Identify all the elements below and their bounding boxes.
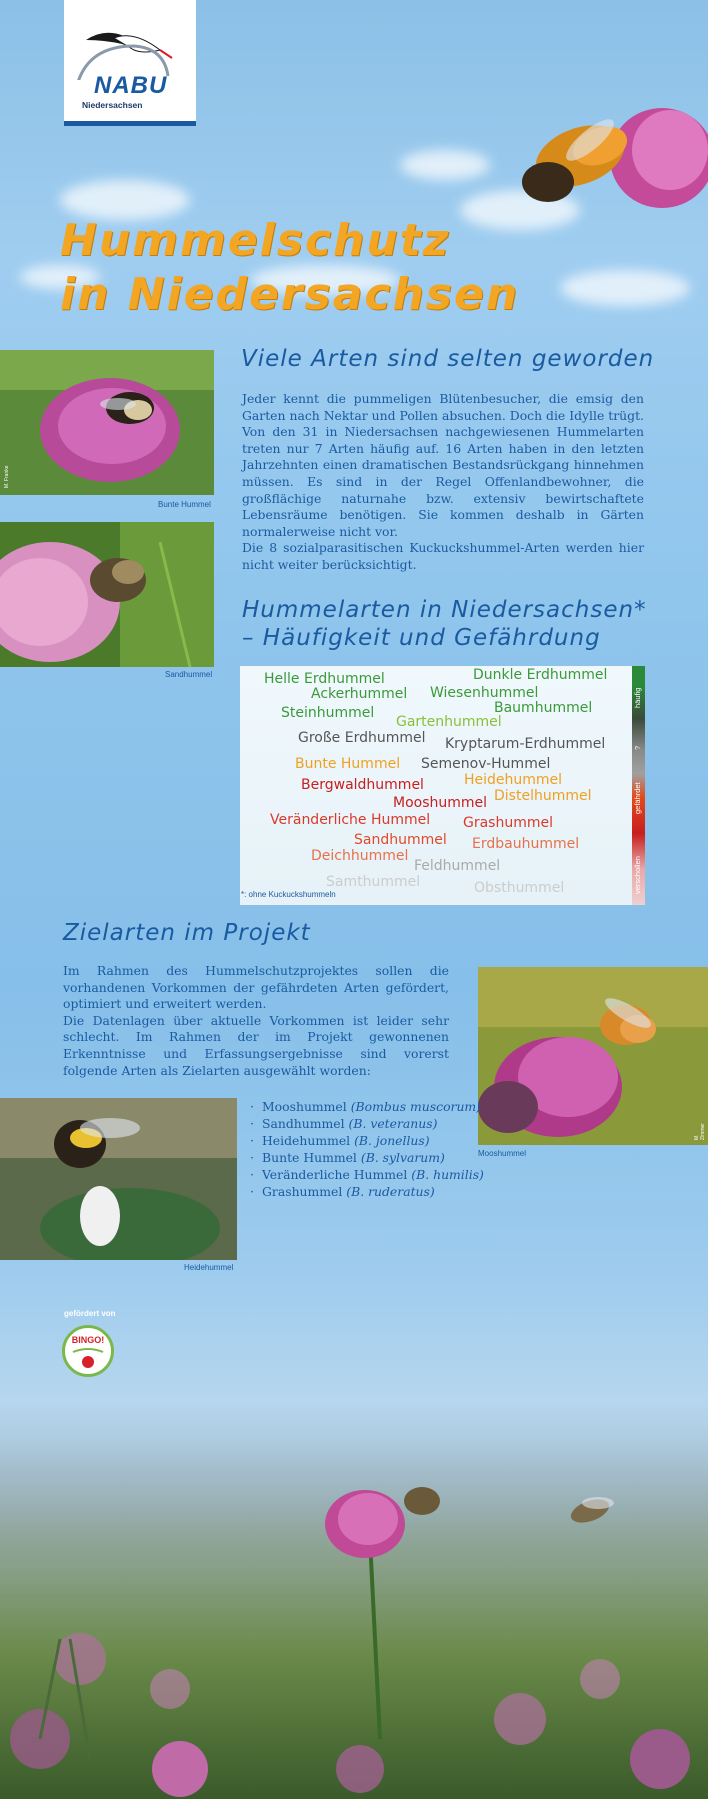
sandhummel-photo [0, 522, 214, 667]
scale-label: verschollen [633, 856, 642, 894]
species-word: Bergwaldhummel [301, 777, 424, 793]
species-name: Heidehummel [262, 1133, 351, 1148]
species-word: Kryptarum-Erdhummel [445, 736, 606, 752]
section-heading-rare-species: Viele Arten sind selten geworden [241, 346, 655, 372]
scale-label: gefährdet [633, 782, 642, 814]
bullet: · [250, 1184, 254, 1199]
target-paragraph-1: Im Rahmen des Hummelschutzprojektes sollen die vorhandenen Vorkommen der gefährdeten Arten gefördert, optimiert und erweitert werden. [63, 963, 449, 1012]
section-heading-target-species: Zielarten im Projekt [63, 920, 311, 946]
logo-bar [64, 121, 196, 126]
bullet: · [250, 1150, 254, 1165]
list-item [250, 1115, 484, 1132]
bullet: · [250, 1099, 254, 1114]
species-word: Bunte Hummel [295, 756, 401, 772]
photo-credit: M. Zimmer [694, 1123, 706, 1140]
species-word: Baumhummel [494, 700, 593, 716]
species-word: Steinhummel [281, 705, 375, 721]
cloud [400, 150, 490, 180]
bullet: · [250, 1167, 254, 1182]
species-word: Sandhummel [354, 832, 447, 848]
chart-footnote: *: ohne Kuckuckshummeln [241, 890, 336, 899]
bullet: · [250, 1116, 254, 1131]
scale-label: ? [633, 745, 642, 750]
species-name: Mooshummel [262, 1099, 347, 1114]
species-name: Bunte Hummel [262, 1150, 357, 1165]
species-word: Obsthummel [474, 880, 565, 896]
list-item [250, 1098, 484, 1115]
sponsor-name: BINGO! [71, 1335, 105, 1345]
stork-icon [64, 0, 196, 80]
section-heading-species-frequency [242, 596, 682, 652]
photo-caption: Heidehummel [184, 1263, 234, 1272]
logo-region: Niedersachsen [82, 100, 143, 110]
species-scientific-name: (B. veteranus) [348, 1116, 438, 1131]
species-scientific-name: (B. jonellus) [354, 1133, 430, 1148]
species-scientific-name: (B. humilis) [411, 1167, 484, 1182]
species-word: Große Erdhummel [298, 730, 426, 746]
target-intro-text [63, 963, 449, 1079]
logo-wordmark: NABU [94, 72, 168, 99]
species-name: Veränderliche Hummel [262, 1167, 408, 1182]
species-scientific-name: (B. sylvarum) [360, 1150, 445, 1165]
bumblebee-clover-photo [520, 100, 708, 230]
bunte-hummel-photo [0, 350, 214, 495]
species-word: Distelhummel [494, 788, 592, 804]
species-word: Heidehummel [464, 772, 563, 788]
species-name: Grashummel [262, 1184, 343, 1199]
intro-paragraph-1: Jeder kennt die pummeligen Blütenbesucher, die emsig den Garten nach Nektar und Pollen absuchen. Doch die Idylle trügt. Von den 31 in Niedersachsen nachgewiesenen Hummelarten treten nur 7 Arten häufig auf. 16 Arten haben in den letzten Jahrzehnten einen dramatischen Bestandsrückgang hinnehmen müssen. Es sind in der Regel Offenlandbewohner, die großflächige naturnahe bzw. extensiv bewirtschaftete Lebensräume benötigen. Sie kommen deshalb in Gärten normalerweise nicht vor. [242, 391, 644, 539]
list-item [250, 1132, 484, 1149]
bingo-logo[interactable] [62, 1325, 114, 1377]
species-word: Feldhummel [414, 858, 501, 874]
species-word: Veränderliche Hummel [270, 812, 431, 828]
meadow-clover-photo [0, 1439, 708, 1799]
species-word: Erdbauhummel [472, 836, 580, 852]
species-word: Deichhummel [311, 848, 409, 864]
nabu-logo[interactable] [64, 0, 196, 126]
heidehummel-photo [0, 1098, 237, 1260]
species-word: Gartenhummel [396, 714, 502, 730]
species-scientific-name: (Bombus muscorum) [350, 1099, 482, 1114]
scale-label: häufig [633, 687, 642, 708]
species-word: Grashummel [463, 815, 554, 831]
species-scientific-name: (B. ruderatus) [346, 1184, 435, 1199]
species-word: Samthummel [326, 874, 421, 890]
species-word: Mooshummel [393, 795, 488, 811]
photo-credit: M. Franke [4, 465, 10, 488]
funded-by-label: gefördert von [64, 1309, 116, 1318]
heading-line-1: Hummelarten in Niedersachsen* [242, 597, 647, 623]
species-word: Ackerhummel [311, 686, 408, 702]
target-species-list [250, 1098, 484, 1200]
list-item [250, 1149, 484, 1166]
title-line-2: in Niedersachsen [60, 269, 520, 320]
threat-scale-bar [632, 666, 645, 905]
list-item [250, 1183, 484, 1200]
bullet: · [250, 1133, 254, 1148]
species-word: Helle Erdhummel [264, 671, 385, 687]
species-name: Sandhummel [262, 1116, 345, 1131]
page-title [60, 214, 660, 322]
intro-text [242, 391, 644, 574]
photo-caption: Sandhummel [165, 670, 213, 679]
photo-caption: Bunte Hummel [158, 500, 211, 509]
species-frequency-chart [240, 666, 645, 905]
list-item [250, 1166, 484, 1183]
bingo-emblem-icon [65, 1328, 111, 1374]
target-paragraph-2: Die Datenlagen über aktuelle Vorkommen ist leider sehr schlecht. Im Rahmen der im Projekt gewonnenen Erkenntnisse und Erfassungsergebnisse sind vorerst folgende Arten als Zielarten ausgewählt worden: [63, 1012, 449, 1078]
title-line-1: Hummelschutz [60, 215, 451, 266]
species-word: Semenov-Hummel [421, 756, 551, 772]
heading-line-2: – Häufigkeit und Gefährdung [242, 625, 601, 651]
species-word: Wiesenhummel [430, 685, 539, 701]
intro-paragraph-2: Die 8 sozialparasitischen Kuckuckshummel-Arten werden hier nicht weiter berücksichtigt. [242, 540, 644, 572]
species-word: Dunkle Erdhummel [473, 667, 608, 683]
photo-caption: Mooshummel [478, 1149, 527, 1158]
mooshummel-photo [478, 967, 708, 1145]
